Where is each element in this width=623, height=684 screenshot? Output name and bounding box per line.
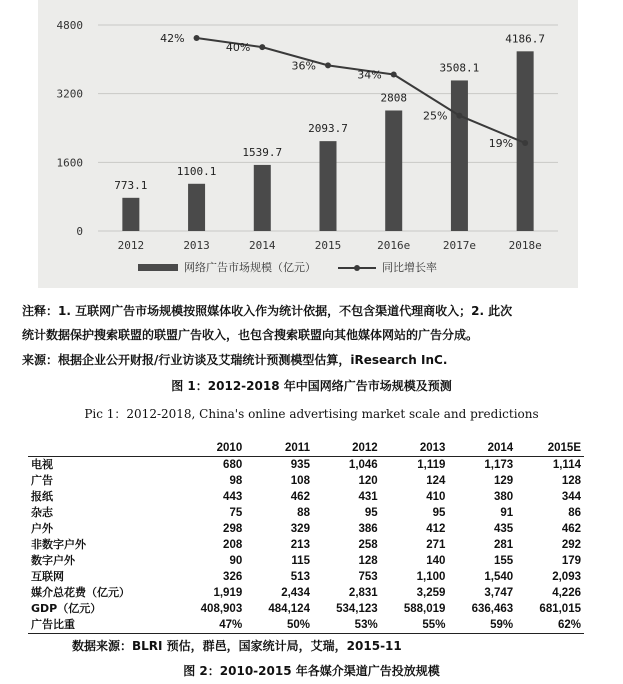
table-cell: 1,100 (416, 571, 446, 583)
x-tick-label: 2013 (183, 239, 210, 252)
x-tick-label: 2014 (249, 239, 276, 252)
media-spend-table (28, 440, 584, 634)
table-cell: 636,463 (471, 603, 514, 615)
table-cell: 935 (290, 459, 310, 471)
bar-value-label: 2808 (380, 91, 407, 105)
table-cell: 50% (286, 619, 310, 631)
table-cell: 208 (223, 539, 243, 551)
bar (254, 165, 271, 231)
table-cell: 108 (290, 475, 310, 487)
table-cell: 462 (290, 491, 310, 503)
table-cell: 1,046 (348, 459, 378, 471)
table-row (28, 473, 584, 489)
table-row-label: 互联网 (31, 570, 64, 583)
legend-bar-swatch (138, 264, 178, 271)
table-row-label: 报纸 (31, 490, 53, 503)
growth-label: 40% (225, 41, 251, 55)
table-cell: 588,019 (403, 603, 446, 615)
table-row-label: 户外 (31, 522, 53, 535)
table-cell: 129 (493, 475, 514, 487)
table-row-label: GDP（亿元） (31, 602, 102, 615)
table-cell: 271 (426, 539, 446, 551)
table-cell: 55% (422, 619, 446, 631)
table-cell: 128 (561, 475, 581, 487)
table-cell: 4,226 (552, 587, 581, 599)
y-tick-label: 1600 (56, 156, 83, 170)
table-cell: 90 (229, 555, 243, 567)
note-line-2: 统计数据保护搜索联盟的联盟广告收入，也包含搜索联盟向其他媒体网站的广告分成。 (22, 328, 479, 342)
table-cell: 298 (223, 523, 243, 535)
x-tick-label: 2018e (508, 239, 542, 252)
table-cell: 98 (229, 475, 243, 487)
table-header-cell: 2014 (487, 442, 514, 454)
table-header-cell: 2012 (352, 442, 378, 454)
table-row-label: 非数字户外 (31, 538, 86, 551)
growth-label: 34% (357, 68, 382, 82)
table-row-label: 广告 (31, 474, 53, 487)
table-cell: 2,434 (281, 587, 310, 599)
table-cell: 344 (561, 491, 581, 503)
table-cell: 408,903 (200, 603, 243, 615)
table-cell: 1,114 (552, 459, 581, 471)
bar-value-label: 773.1 (114, 178, 148, 192)
table-cell: 1,919 (213, 587, 243, 599)
growth-point (325, 62, 331, 68)
bar-value-label: 2093.7 (308, 122, 348, 136)
table-cell: 1,173 (484, 459, 514, 471)
growth-point (456, 113, 462, 119)
table-cell: 258 (358, 539, 378, 551)
y-tick-label: 0 (76, 225, 83, 238)
legend-bar-label: 网络广告市场规模（亿元） (184, 261, 316, 274)
table-cell: 2,831 (348, 587, 378, 599)
bar (188, 184, 205, 231)
table-cell: 128 (358, 555, 378, 567)
table-cell: 412 (426, 523, 446, 535)
table-row-label: 媒介总花费（亿元） (31, 586, 130, 599)
table-row-label: 数字户外 (31, 554, 75, 567)
table-cell: 124 (426, 475, 446, 487)
figure2-caption: 图 2：2010-2015 年各媒介渠道广告投放规模 (183, 664, 440, 678)
bar-value-label: 1100.1 (176, 164, 217, 178)
table-cell: 435 (493, 523, 514, 535)
figure1-caption-en: Pic 1：2012-2018, China's online advertising market scale and predictions (84, 407, 539, 421)
table-cell: 155 (493, 555, 514, 567)
table-row (28, 601, 584, 617)
table-cell: 380 (493, 491, 514, 503)
table-cell: 680 (223, 459, 243, 471)
bar (451, 80, 468, 231)
table-header-cell: 2010 (216, 442, 243, 454)
table-header-cell: 2013 (419, 442, 446, 454)
x-tick-label: 2012 (117, 239, 145, 252)
table-header-cell (28, 440, 178, 457)
table-cell: 329 (290, 523, 310, 535)
legend-line-marker (354, 265, 360, 271)
table-row (28, 537, 584, 553)
table-row (28, 521, 584, 537)
table-cell: 281 (493, 539, 514, 551)
table-row (28, 489, 584, 505)
chart-svg (38, 0, 578, 288)
bar (122, 198, 139, 231)
bar-value-label: 4186.7 (505, 32, 546, 46)
figure1-caption: 图 1：2012-2018 年中国网络广告市场规模及预测 (171, 379, 452, 393)
growth-label: 36% (291, 59, 316, 73)
table-cell: 88 (297, 507, 310, 519)
table-cell: 513 (290, 571, 310, 583)
table-cell: 431 (358, 491, 378, 503)
table-cell: 91 (500, 507, 514, 519)
table-cell: 292 (561, 539, 581, 551)
table-cell: 3,747 (484, 587, 514, 599)
table-cell: 59% (490, 619, 514, 631)
x-tick-label: 2015 (314, 239, 342, 252)
table-cell: 95 (364, 507, 378, 519)
growth-point (259, 44, 265, 50)
x-tick-label: 2017e (442, 239, 476, 252)
table-cell: 484,124 (268, 603, 310, 615)
table-cell: 2,093 (552, 571, 581, 583)
table-cell: 681,015 (539, 603, 581, 615)
table-cell: 410 (426, 491, 446, 503)
bar (320, 141, 337, 231)
growth-label: 42% (160, 32, 185, 45)
bar (385, 110, 402, 231)
table-row-label: 杂志 (31, 506, 53, 519)
table-cell: 534,123 (336, 603, 378, 615)
table-cell: 47% (219, 619, 243, 631)
bar-value-label: 1539.7 (242, 145, 283, 159)
table-cell: 62% (557, 619, 581, 631)
table-cell: 86 (568, 507, 581, 519)
table-row (28, 505, 584, 521)
note-line-1: 注释：1. 互联网广告市场规模按照媒体收入作为统计依据，不包含渠道代理商收入；2. 此次 (22, 304, 513, 318)
table-cell: 1,540 (484, 571, 514, 583)
y-tick-label: 4800 (56, 19, 83, 32)
table-cell: 179 (561, 555, 581, 567)
table-cell: 753 (358, 571, 378, 583)
table-header-cell: 2011 (285, 442, 310, 454)
legend-line-label: 同比增长率 (382, 261, 437, 274)
table-cell: 386 (358, 523, 378, 535)
table-row (28, 457, 584, 474)
table-row (28, 585, 584, 601)
table-cell: 115 (291, 555, 310, 567)
chart-panel (38, 0, 578, 288)
table-row (28, 553, 584, 569)
table-row (28, 617, 584, 634)
x-tick-label: 2016e (377, 239, 411, 252)
table-row-label: 广告比重 (31, 618, 75, 631)
table-cell: 140 (426, 555, 446, 567)
growth-point (194, 35, 200, 41)
table-cell: 213 (290, 539, 310, 551)
table-cell: 1,119 (417, 459, 446, 471)
y-tick-label: 3200 (56, 87, 83, 101)
table-cell: 3,259 (416, 587, 446, 599)
table-cell: 462 (561, 523, 581, 535)
table-header-cell: 2015E (547, 442, 581, 454)
table-cell: 95 (432, 507, 446, 519)
table-header-row (28, 440, 584, 457)
table-cell: 120 (358, 475, 378, 487)
table-cell: 75 (229, 507, 243, 519)
table-cell: 53% (354, 619, 378, 631)
growth-label: 19% (488, 137, 514, 150)
table-cell: 326 (223, 571, 243, 583)
bar-value-label: 3508.1 (439, 61, 480, 75)
table-source: 数据来源：BLRI 预估，群邑，国家统计局，艾瑞，2015-11 (72, 639, 402, 653)
growth-point (391, 72, 397, 78)
table-body (28, 457, 584, 634)
growth-point (522, 140, 528, 146)
source-line: 来源：根据企业公开财报/行业访谈及艾瑞统计预测模型估算，iResearch InC. (22, 353, 448, 367)
table-cell: 443 (223, 491, 243, 503)
table-row (28, 569, 584, 585)
growth-label: 25% (422, 109, 448, 123)
table-row-label: 电视 (31, 458, 53, 471)
